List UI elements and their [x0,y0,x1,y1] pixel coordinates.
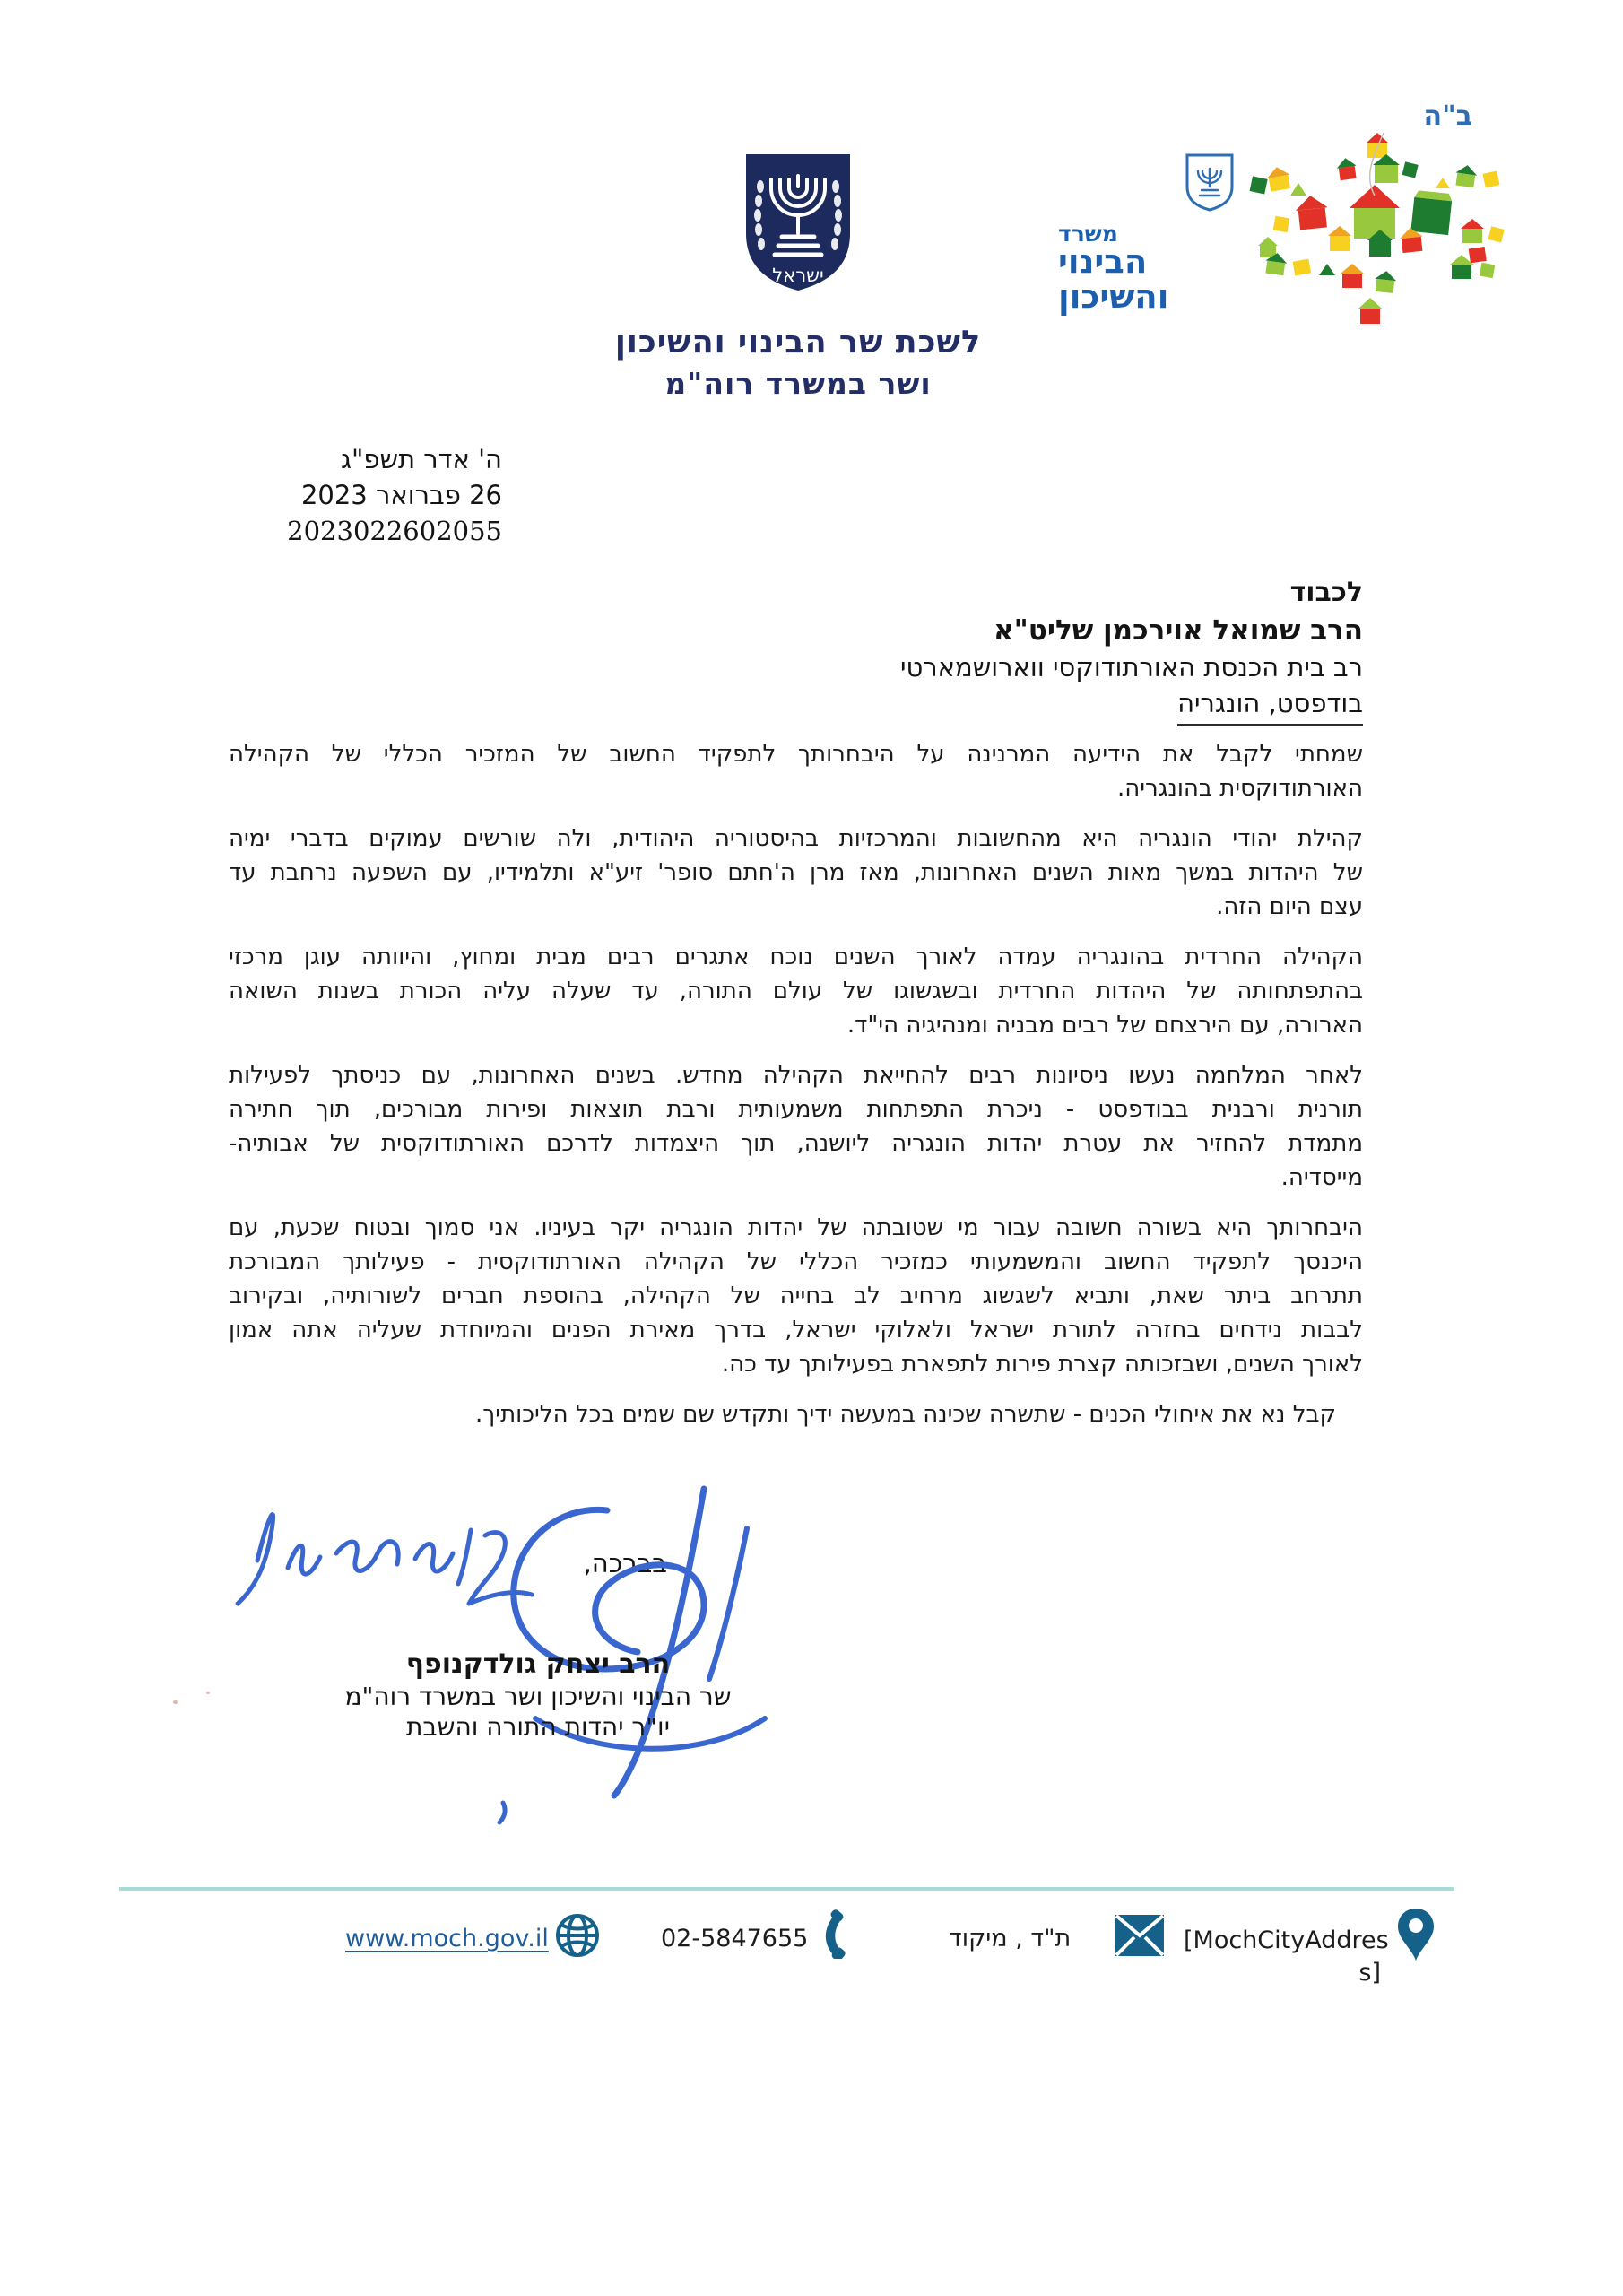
signatory-name: הרב יצחק גולדקנופף [405,1648,671,1680]
office-header [574,325,1022,401]
address-line1: [MochCityAddres [1184,1926,1389,1954]
signatory-title2: יו"ר יהדות התורה והשבת [406,1712,670,1742]
ministry-name [1058,222,1248,316]
paragraph [229,940,1363,1042]
closing-word: בברכה, [583,1548,667,1578]
signatory-title1: שר הבינוי והשיכון ושר במשרד רוה"מ [344,1682,732,1711]
body-line: תתרחב ביתר שאת, ותביא לשגשוג מרחיב לב בחייה של הקהילה, בהוספת חברים לשורותיה, ובקירוב [229,1283,1363,1309]
body-line: עצם היום הזה. [1216,893,1363,920]
civil-date: 26 פברואר 2023 [300,480,502,510]
scan-speck [206,1692,210,1694]
body-line: שמחתי לקבל את הידיעה המרנינה על היבחרותך לתפקיד החשוב של המזכיר הכללי של הקהילה [229,741,1363,768]
addressee-title: רב בית הכנסת האורתודוקסי ווארושמארטי [899,652,1363,683]
paragraph [229,737,1363,805]
address-line2: s] [1358,1959,1381,1987]
office-line1: לשכת שר הבינוי והשיכון [614,325,982,361]
body-line: הארורה, עם הירצחם של רבים מבניה ומנהיגיה הי"ד. [846,1012,1363,1039]
footer-divider [119,1887,1454,1891]
body-line: קבל נא את איחולי הכנים - שתשרה שכינה במעשה ידיך ותקדש שם שמים בכל הליכותיך. [475,1401,1336,1428]
envelope-icon [1115,1914,1165,1963]
paragraph [229,1058,1363,1195]
body-line: קהילת יהודי הונגריה היא מהחשובות והמרכזיות בהיסטוריה היהודית, ולה שורשים עמוקים בדברי ימיה [229,825,1363,852]
body-line: של היהדות במשך מאות השנים האחרונות, מאז מרן ה'חתם סופר' זיע"א ותלמידיו, עם השפעה נרחבת עד [229,859,1363,886]
ministry-word-misrad: משרד [1058,221,1118,247]
letter-body [229,737,1363,1448]
body-line: מתמדת להחזיר את עטרת יהדות הונגריה ליושנה, תוך היצמדות לדרכם האורתודוקסית של אבותיה- [229,1130,1363,1157]
body-line: האורתודוקסית בהונגריה. [1116,775,1363,802]
scan-speck [173,1700,178,1704]
body-line: לאורך השנים, ושבזכותה קצרת פירות לתפארת בפעילותך עד כה. [721,1351,1363,1378]
address-placeholder [1184,1925,1389,1989]
body-line: מייסדיה. [1280,1164,1363,1191]
dedication-bh: ב"ה [1423,100,1472,132]
paragraph [229,1397,1363,1431]
website-link[interactable]: www.moch.gov.il [345,1925,549,1952]
body-line: בהתפתחותה של היהדות החרדית ובשגשוגו של עולם התורה, עד שעלה עליה הכורת בשנות השואה [229,978,1363,1004]
addressee-name: הרב שמואל אוירכמן שליט"א [994,614,1363,647]
phone-icon [810,1909,860,1965]
body-line: לבבות נידחים בחזרה לתורת ישראל ולאלוקי ישראל, בדרך מאירת הפנים והמיוחדת שעליה אתה אמון [229,1317,1363,1344]
globe-icon [554,1912,601,1965]
addressee-block [900,574,1363,726]
date-block [287,441,502,549]
ministry-emblem-icon [1184,152,1236,215]
ministry-star-houses-logo [1249,131,1511,330]
body-line: לאחר המלחמה נעשו ניסיונות רבים להחייאת הקהילה מחדש. בשנים האחרונות, עם כניסתך לפעילות [229,1062,1363,1089]
phone-number: 02-5847655 [661,1925,809,1952]
body-line: תורנית ורבנית בבודפסט - ניכרת התפתחות משמעותית ורבת תוצאות ופירות מבורכים, תוך חתירה [229,1096,1363,1123]
paragraph [229,1211,1363,1381]
hebrew-date: ה' אדר תשפ"ג [341,444,502,474]
body-line: הקהילה החרדית בהונגריה עמדה לאורך השנים נוכח אתגרים רבים מבית ומחוץ, והיוותה עוגן מרכזי [229,944,1363,970]
pobox-label: ת"ד , מיקוד [949,1925,1072,1952]
israel-state-emblem-icon [741,151,855,298]
ministry-word-shikun: והשיכון [1058,277,1169,316]
addressee-salutation: לכבוד [1289,577,1363,608]
body-line: היכנסך לתפקיד החשוב והמשמעותי כמזכיר הכללי של הקהילה האורתודוקסית - פעילותך המבורכת [229,1248,1363,1275]
addressee-city: בודפסט, הונגריה [1177,685,1363,726]
body-line: היבחרותך היא בשורה חשובה עבור מי שטובתה של יהדות הונגריה יקר בעיניו. אני סמוך ובטוח שכעת, עם [229,1214,1363,1241]
office-line2: ושר במשרד רוה"מ [664,366,932,401]
signatory-block [332,1648,744,1743]
paragraph [229,822,1363,924]
emblem-israel-label: ישראל [772,265,824,286]
location-pin-icon [1395,1907,1436,1969]
reference-number: 2023022602055 [287,516,502,546]
ministry-word-binui: הבינוי [1058,242,1148,281]
